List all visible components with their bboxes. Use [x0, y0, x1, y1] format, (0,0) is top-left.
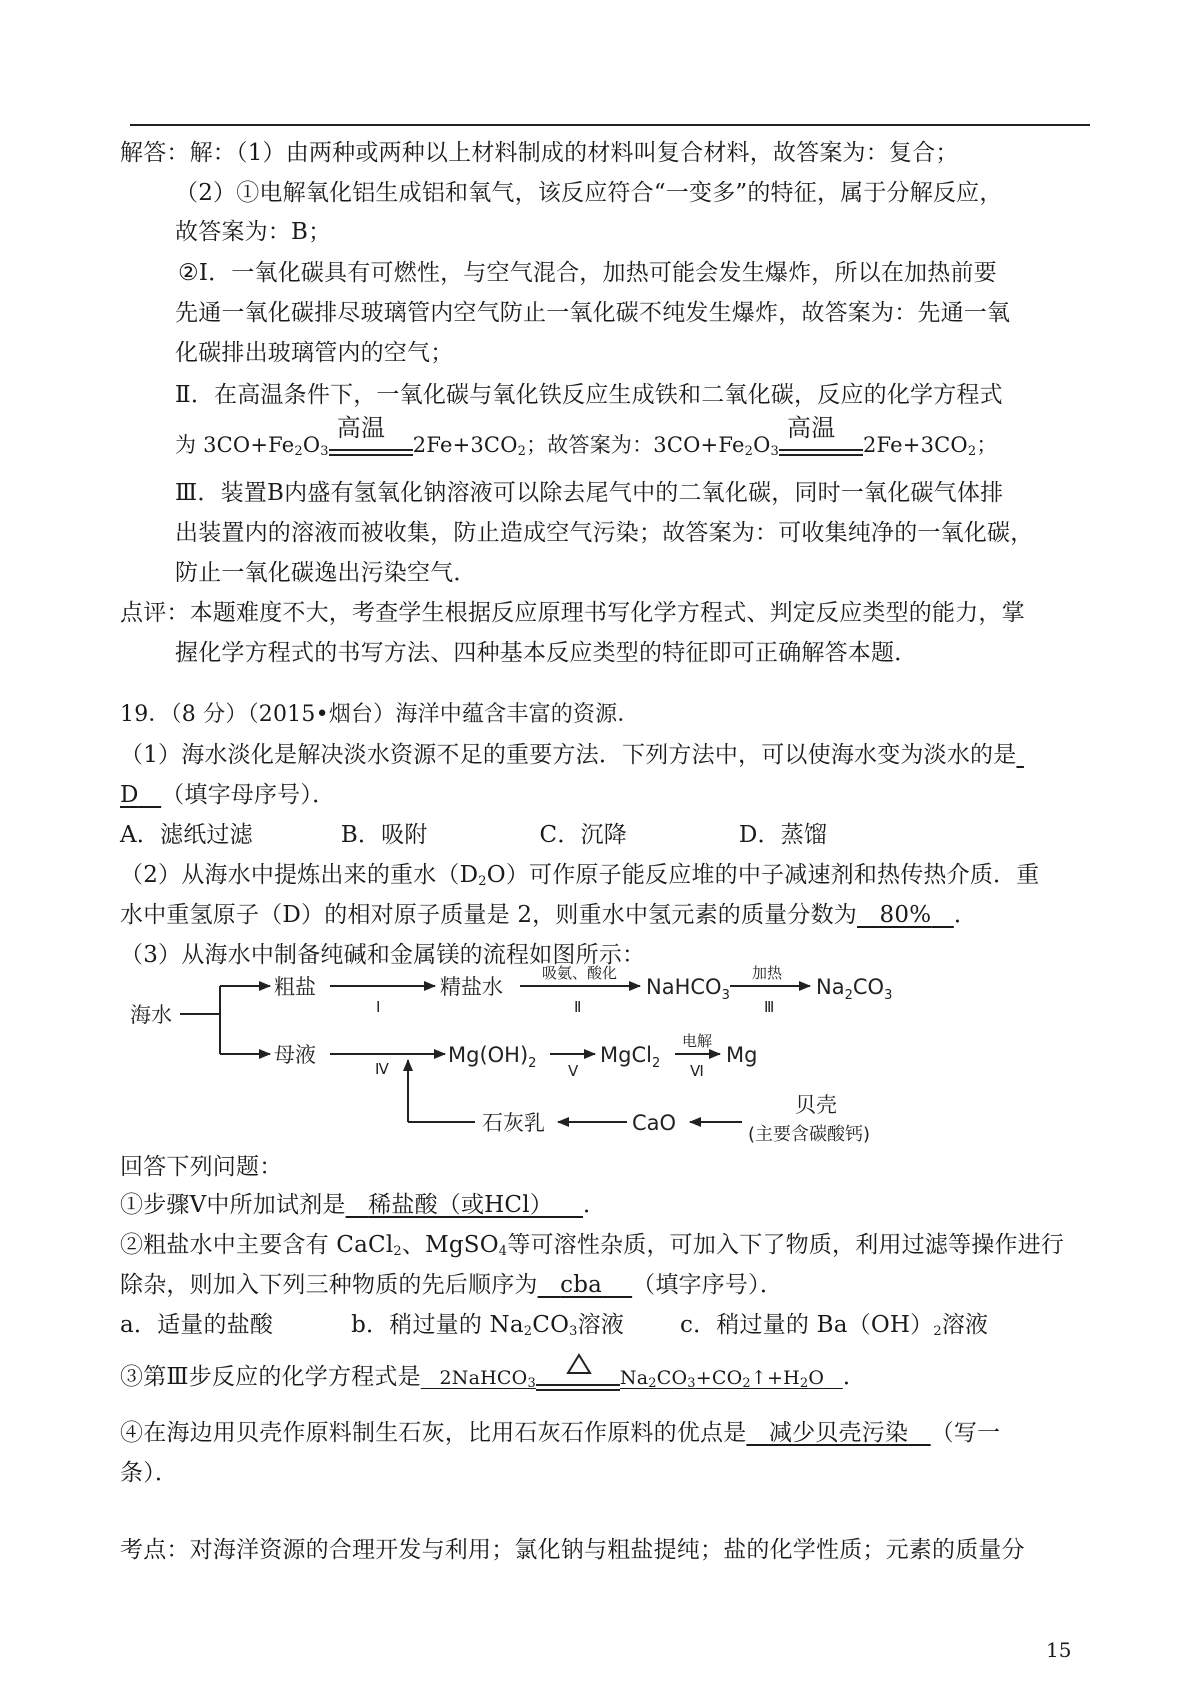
- q19-part2-line1: （2）从海水中提炼出来的重水$(D_2O)$可作原子能反应堆的中子减速剂和热传热介质．重: [120, 862, 1040, 889]
- step-2-label: Ⅱ: [574, 998, 582, 1016]
- flow-mother-liquor: 母液: [274, 1043, 316, 1067]
- q19-part1-answer: D: [120, 782, 139, 808]
- step-6-top-label: 电解: [682, 1032, 713, 1050]
- answer-title: 回答下列问题：: [120, 1154, 283, 1180]
- q19-part1-text: （1）海水淡化是解决淡水资源不足的重要方法．下列方法中，可以使海水变为淡水的是: [120, 742, 1017, 768]
- flow-seawater: 海水: [130, 1003, 172, 1027]
- flow-lime-milk: 石灰乳: [482, 1111, 545, 1135]
- q19-part2-line2: 水中重氢原子（D）的相对原子质量是 2，则重水中氢元素的质量分数为 80% ．: [120, 902, 978, 928]
- q19-part1-tail: （填字母序号）．: [161, 782, 336, 808]
- q19-sub4-answer: 减少贝壳污染: [768, 1420, 909, 1446]
- flow-cao: CaO: [632, 1111, 677, 1135]
- answer-line-6: 化碳排出玻璃管内的空气；: [175, 340, 454, 366]
- equation-prefix: 为 3CO+Fe: [175, 433, 295, 457]
- comment-line-1: 点评：本题难度不大，考查学生根据反应原理书写化学方程式、判定反应类型的能力，掌: [120, 600, 1025, 626]
- q19-sub4-line2: 条）．: [120, 1460, 179, 1486]
- option-a: A．滤纸过滤: [120, 822, 253, 848]
- q19-part1-answer-line: [120, 780, 335, 810]
- sub-option-b: b．稍过量的 $Na_2CO_3$溶液: [351, 1312, 625, 1339]
- step-3-top-label: 加热: [752, 964, 783, 982]
- flow-diagram: [130, 950, 930, 1146]
- delta-icon: [566, 1353, 592, 1375]
- q19-part3: （3）从海水中制备纯碱和金属镁的流程如图所示：: [120, 942, 646, 968]
- step-2-top-label: 吸氨、酸化: [542, 964, 618, 982]
- option-b: B．吸附: [340, 822, 428, 848]
- comment-line-2: 握化学方程式的书写方法、四种基本反应类型的特征即可正确解答本题．: [175, 640, 918, 666]
- page-number: 15: [1046, 1638, 1072, 1662]
- condition-label-2: 高温: [787, 414, 836, 442]
- q19-options: [120, 820, 827, 850]
- equation-mid: ；故答案为：3CO+Fe: [526, 433, 745, 457]
- answer-line-2: （2）①电解氧化铝生成铝和氧气，该反应符合“一变多”的特征，属于分解反应，: [175, 180, 1003, 206]
- chemical-equation-line: 为 $3CO+Fe_2O_3$ 高温 $2Fe+3CO_2$；故答案为：$3CO+Fe_2O_3$ 高温 $2Fe+3CO_2$；: [175, 430, 998, 467]
- flow-nahco3: NaHCO$_3$: [646, 975, 730, 1003]
- condition-label: 高温: [336, 414, 386, 442]
- step-6-label: Ⅵ: [690, 1062, 704, 1080]
- flow-refined-brine: 精盐水: [440, 975, 503, 999]
- kaodian-line: 考点：对海洋资源的合理开发与利用；氯化钠与粗盐提纯；盐的化学性质；元素的质量分: [120, 1537, 1025, 1563]
- q19-part2-answer: 80%: [879, 902, 932, 928]
- answer-line-10: 出装置内的溶液而被收集，防止造成空气污染；故答案为：可收集纯净的一氧化碳，: [175, 520, 1034, 546]
- flow-mgcl2: MgCl$_2$: [600, 1043, 661, 1071]
- answer-line-3: 故答案为：B；: [175, 219, 332, 245]
- flow-na2co3: $Na_2CO_3$: [816, 975, 893, 1003]
- q19-sub3: ③第Ⅲ步反应的化学方程式是 2NaHCO$_3$ $Na_2CO_3+CO_2↑+H_2O$ ．: [120, 1362, 866, 1399]
- q19-sub3-answer: 2NaHCO$_3$ $Na_2CO_3+CO_2↑+H_2O$: [421, 1367, 843, 1389]
- step-1-label: Ⅰ: [376, 998, 381, 1016]
- q19-sub1: ①步骤Ⅴ中所加试剂是 稀盐酸（或HCl） ．: [120, 1192, 607, 1218]
- answer-line-5: 先通一氧化碳排尽玻璃管内空气防止一氧化碳不纯发生爆炸，故答案为：先通一氧: [175, 300, 1011, 326]
- q19-sub2-line1: ②粗盐水中主要含有 CaCl$_2$、MgSO$_4$等可溶性杂质，可加入下了物质，利用过滤等操作进行: [120, 1232, 1065, 1259]
- q19-sub2-line2: 除杂，则加入下列三种物质的先后顺序为 cba （填字序号）．: [120, 1272, 784, 1298]
- flow-crude-salt: 粗盐: [274, 975, 316, 999]
- condition-arrow-2: [779, 414, 863, 467]
- sub-option-a: a．适量的盐酸: [120, 1312, 274, 1338]
- step-3-label: Ⅲ: [764, 998, 775, 1016]
- top-rule: [130, 124, 1090, 126]
- flow-mgoh2: $Mg(OH)_2$: [448, 1043, 537, 1071]
- question-19-title: 19．（8 分）（2015•烟台）海洋中蕴含丰富的资源．: [120, 702, 640, 727]
- flow-mg: Mg: [726, 1043, 758, 1067]
- flow-shell-note: (主要含碳酸钙): [748, 1124, 871, 1145]
- answer-line-1: 解答：解：（1）由两种或两种以上材料制成的材料叫复合材料，故答案为：复合；: [120, 140, 959, 166]
- q19-part1-blank: [1016, 742, 1024, 768]
- q19-sub4-line1: ④在海边用贝壳作原料制生石灰，比用石灰石作原料的优点是 减少贝壳污染 （写一: [120, 1420, 1001, 1446]
- answer-line-4: ②Ⅰ．一氧化碳具有可燃性，与空气混合，加热可能会发生爆炸，所以在加热前要: [178, 260, 997, 286]
- q19-sub2-answer: cba: [560, 1272, 603, 1298]
- step-4-label: Ⅳ: [375, 1060, 389, 1078]
- option-d: D．蒸馏: [738, 822, 828, 848]
- q19-sub2-options: [120, 1310, 988, 1347]
- q19-sub1-answer: 稀盐酸（或HCl）: [368, 1192, 553, 1218]
- heat-condition-arrow: [536, 1369, 620, 1399]
- q19-part1: [120, 740, 1024, 770]
- condition-arrow: [329, 414, 413, 467]
- option-c: C．沉降: [539, 822, 627, 848]
- step-5-label: Ⅴ: [568, 1062, 579, 1080]
- answer-line-9: Ⅲ．装置B内盛有氢氧化钠溶液可以除去尾气中的二氧化碳，同时一氧化碳气体排: [175, 480, 1004, 506]
- flow-shell: 贝壳: [795, 1093, 837, 1117]
- answer-line-7: Ⅱ．在高温条件下，一氧化碳与氧化铁反应生成铁和二氧化碳，反应的化学方程式: [175, 382, 1003, 408]
- sub-option-c: c．稍过量的 $Ba(OH)_2$溶液: [680, 1312, 989, 1339]
- answer-line-11: 防止一氧化碳逸出污染空气．: [175, 560, 477, 586]
